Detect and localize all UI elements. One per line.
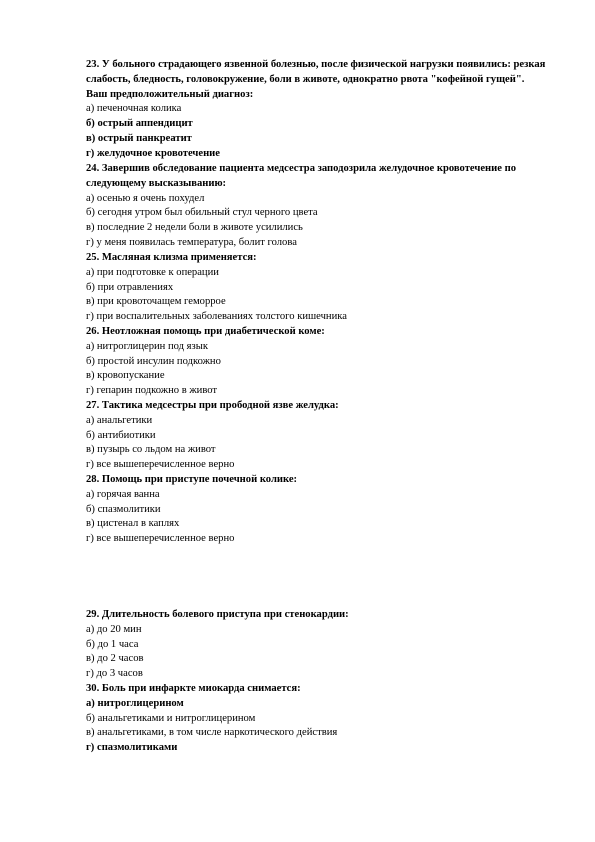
answer-option: в) кровопускание	[86, 370, 165, 382]
question-text: 26. Неотложная помощь при диабетической коме:	[86, 326, 325, 337]
answer-option: в) пузырь со льдом на живот	[86, 444, 216, 456]
answer-option: в) при кровоточащем геморрое	[86, 296, 226, 308]
question-28	[86, 473, 546, 547]
answer-option: г) при воспалительных заболеваниях толстого кишечника	[86, 311, 347, 323]
answer-option: а) нитроглицерином	[86, 697, 184, 709]
question-text: 28. Помощь при приступе почечной колике:	[86, 474, 298, 485]
answer-option: г) желудочное кровотечение	[86, 147, 220, 159]
answer-option: а) печеночная колика	[86, 103, 182, 115]
answer-option: б) анальгетиками и нитроглицерином	[86, 712, 256, 724]
answer-option: в) цистенал в каплях	[86, 518, 180, 530]
answer-option: а) при подготовке к операции	[86, 266, 219, 278]
answer-option: б) при отравлениях	[86, 281, 174, 293]
question-text: 23. У больного страдающего язвенной болезнью, после физической нагрузки появились: резкая слабость, бледность, головокружение, боли в животе, однократно рвота "кофейной гущей". Ваш предположительный диагноз:	[86, 59, 546, 100]
answer-option: а) горячая ванна	[86, 488, 160, 500]
answer-option: а) осенью я очень похудел	[86, 192, 205, 204]
answer-option: г) гепарин подкожно в живот	[86, 385, 218, 397]
answer-option: а) нитроглицерин под язык	[86, 340, 209, 352]
answer-option: б) антибиотики	[86, 429, 156, 441]
answer-option: в) анальгетиками, в том числе наркотического действия	[86, 727, 338, 739]
question-text: 24. Завершив обследование пациента медсестра заподозрила желудочное кровотечение по следующему высказыванию:	[86, 163, 516, 189]
question-text: 29. Длительность болевого приступа при стенокардии:	[86, 609, 349, 620]
answer-option: б) спазмолитики	[86, 503, 161, 515]
answer-option: в) острый панкреатит	[86, 132, 192, 144]
question-26	[86, 325, 546, 399]
question-25	[86, 251, 546, 325]
answer-option: г) спазмолитиками	[86, 742, 178, 754]
question-text: 25. Масляная клизма применяется:	[86, 252, 257, 263]
answer-option: б) простой инсулин подкожно	[86, 355, 221, 367]
answer-option: а) до 20 мин	[86, 623, 142, 635]
question-text: 27. Тактика медсестры при прободной язве желудка:	[86, 400, 339, 411]
question-29	[86, 608, 546, 682]
question-30	[86, 682, 546, 756]
answer-option: б) острый аппендицит	[86, 118, 193, 130]
answer-option: г) до 3 часов	[86, 668, 143, 680]
answer-option: б) сегодня утром был обильный стул черного цвета	[86, 207, 318, 219]
answer-option: г) все вышеперечисленное верно	[86, 533, 235, 545]
answer-option: в) до 2 часов	[86, 653, 144, 665]
question-27	[86, 399, 546, 473]
answer-option: г) у меня появилась температура, болит голова	[86, 236, 297, 248]
answer-option: б) до 1 часа	[86, 638, 139, 650]
question-24	[86, 162, 546, 251]
question-text: 30. Боль при инфаркте миокарда снимается:	[86, 683, 301, 694]
answer-option: а) анальгетики	[86, 414, 153, 426]
answer-option: в) последние 2 недели боли в животе усилились	[86, 222, 303, 234]
answer-option: г) все вышеперечисленное верно	[86, 459, 235, 471]
question-23	[86, 58, 546, 162]
